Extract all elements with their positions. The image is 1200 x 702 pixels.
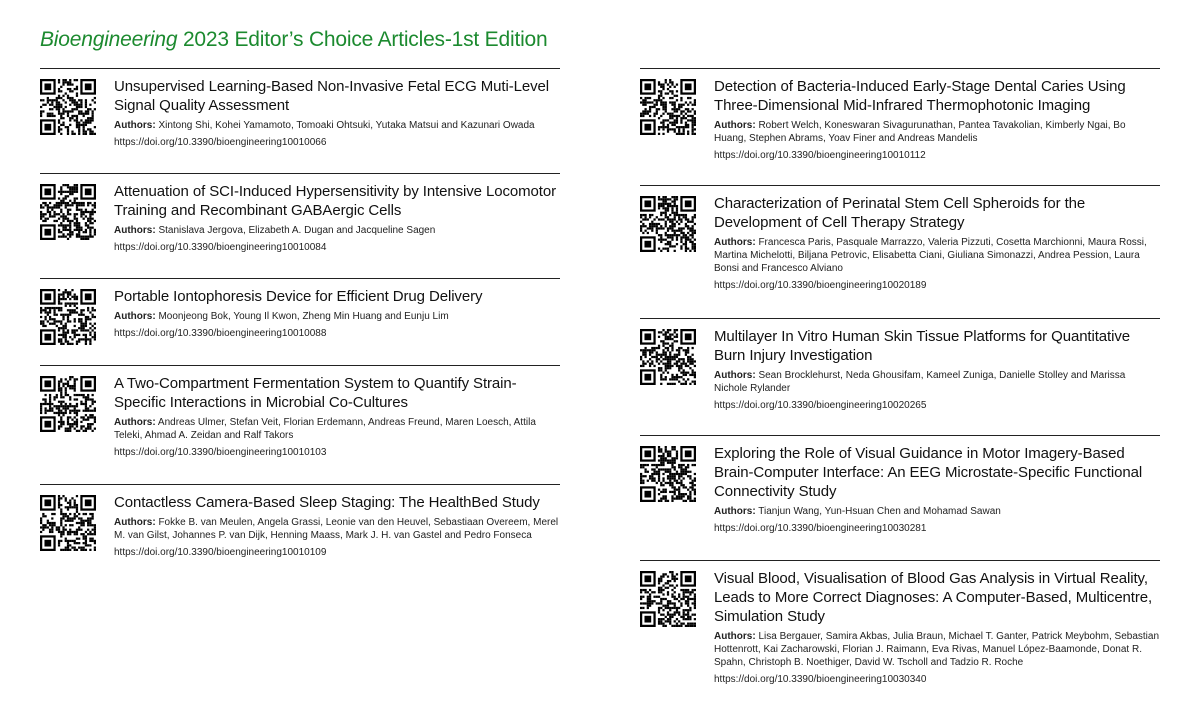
authors-label: Authors: bbox=[114, 120, 156, 131]
authors-label: Authors: bbox=[714, 506, 756, 517]
qr-code-icon[interactable] bbox=[40, 289, 96, 345]
authors-list: Robert Welch, Koneswaran Sivagurunathan, Pantea Tavakolian, Kimberly Ngai, Bo Huang, Stephen Abrams, Yoav Finer and Andreas Mandelis bbox=[714, 120, 1126, 144]
doi-link[interactable]: https://doi.org/10.3390/bioengineering10010112 bbox=[714, 150, 926, 161]
article-text bbox=[114, 182, 560, 254]
authors-label: Authors: bbox=[114, 311, 156, 322]
authors-list: Tianjun Wang, Yun-Hsuan Chen and Mohamad Sawan bbox=[758, 506, 1001, 517]
article-title[interactable]: Characterization of Perinatal Stem Cell Spheroids for the Development of Cell Therapy Strategy bbox=[714, 195, 1086, 231]
article-authors bbox=[114, 516, 560, 542]
authors-label: Authors: bbox=[714, 370, 756, 381]
article-authors bbox=[114, 416, 560, 442]
article-item bbox=[640, 435, 1160, 560]
authors-list: Lisa Bergauer, Samira Akbas, Julia Braun, Michael T. Ganter, Patrick Meybohm, Sebastian Hottenrott, Kai Zacharowski, Florian J. Raimann, Eva Rivas, Manuel López-Baamonde, Donat R. Spahn, Christoph B. Noethiger, David W. Tscholl and Tadzio R. Roche bbox=[714, 631, 1160, 668]
article-title[interactable]: Portable Iontophoresis Device for Efficient Drug Delivery bbox=[114, 288, 483, 305]
doi-link[interactable]: https://doi.org/10.3390/bioengineering10010084 bbox=[114, 242, 327, 253]
article-item bbox=[640, 68, 1160, 185]
doi-link[interactable]: https://doi.org/10.3390/bioengineering10010103 bbox=[114, 447, 327, 458]
article-text bbox=[114, 77, 560, 149]
article-text bbox=[714, 327, 1160, 412]
article-text bbox=[714, 569, 1160, 686]
qr-code-icon[interactable] bbox=[40, 495, 96, 551]
article-title[interactable]: Unsupervised Learning-Based Non-Invasive Fetal ECG Muti-Level Signal Quality Assessment bbox=[114, 78, 549, 114]
article-title[interactable]: Attenuation of SCI-Induced Hypersensitivity by Intensive Locomotor Training and Recombinant GABAergic Cells bbox=[114, 183, 556, 219]
article-item bbox=[640, 318, 1160, 435]
article-title[interactable]: Contactless Camera-Based Sleep Staging: The HealthBed Study bbox=[114, 494, 540, 511]
qr-code-icon[interactable] bbox=[640, 329, 696, 385]
authors-label: Authors: bbox=[714, 631, 756, 642]
article-item bbox=[40, 484, 560, 603]
authors-label: Authors: bbox=[714, 237, 756, 248]
article-item bbox=[40, 68, 560, 173]
qr-code-icon[interactable] bbox=[640, 446, 696, 502]
authors-list: Sean Brocklehurst, Neda Ghousifam, Kameel Zuniga, Danielle Stolley and Marissa Nichole Rylander bbox=[714, 370, 1126, 394]
qr-code-icon[interactable] bbox=[40, 376, 96, 432]
authors-list: Xintong Shi, Kohei Yamamoto, Tomoaki Ohtsuki, Yutaka Matsui and Kazunari Owada bbox=[158, 120, 535, 131]
article-title[interactable]: Multilayer In Vitro Human Skin Tissue Platforms for Quantitative Burn Injury Investigation bbox=[714, 328, 1130, 364]
article-text bbox=[714, 77, 1160, 162]
article-authors bbox=[714, 236, 1160, 275]
qr-code-icon[interactable] bbox=[640, 79, 696, 135]
article-title[interactable]: Detection of Bacteria-Induced Early-Stage Dental Caries Using Three-Dimensional Mid-Infrared Thermophotonic Imaging bbox=[714, 78, 1126, 114]
journal-name: Bioengineering bbox=[40, 28, 178, 51]
doi-link[interactable]: https://doi.org/10.3390/bioengineering10020189 bbox=[714, 280, 927, 291]
article-text bbox=[714, 444, 1160, 535]
authors-label: Authors: bbox=[114, 417, 156, 428]
article-text bbox=[114, 493, 560, 559]
authors-list: Moonjeong Bok, Young Il Kwon, Zheng Min Huang and Eunju Lim bbox=[158, 311, 449, 322]
authors-list: Andreas Ulmer, Stefan Veit, Florian Erdemann, Andreas Freund, Maren Loesch, Attila Teleki, Ahmad A. Zeidan and Ralf Takors bbox=[114, 417, 536, 441]
qr-code-icon[interactable] bbox=[640, 196, 696, 252]
article-authors bbox=[714, 119, 1160, 145]
doi-link[interactable]: https://doi.org/10.3390/bioengineering10010066 bbox=[114, 137, 327, 148]
article-item bbox=[40, 278, 560, 365]
article-authors bbox=[714, 505, 1160, 518]
doi-link[interactable]: https://doi.org/10.3390/bioengineering10020265 bbox=[714, 400, 927, 411]
page-title bbox=[40, 28, 548, 52]
article-authors bbox=[114, 119, 560, 132]
article-authors bbox=[114, 224, 560, 237]
authors-list: Fokke B. van Meulen, Angela Grassi, Leonie van den Heuvel, Sebastiaan Overeem, Merel M. van Gilst, Johannes P. van Dijk, Henning Maass, Mark J. H. van Gastel and Pedro Fonseca bbox=[114, 517, 559, 541]
authors-label: Authors: bbox=[114, 225, 156, 236]
doi-link[interactable]: https://doi.org/10.3390/bioengineering10010109 bbox=[114, 547, 327, 558]
article-title[interactable]: Exploring the Role of Visual Guidance in Motor Imagery-Based Brain-Computer Interface: An EEG Microstate-Specific Functional Connectivity Study bbox=[714, 445, 1143, 500]
authors-list: Stanislava Jergova, Elizabeth A. Dugan and Jacqueline Sagen bbox=[158, 225, 436, 236]
article-item bbox=[40, 173, 560, 278]
article-authors bbox=[714, 369, 1160, 395]
article-item bbox=[640, 185, 1160, 318]
article-text bbox=[714, 194, 1160, 292]
qr-code-icon[interactable] bbox=[40, 184, 96, 240]
title-rest: 2023 Editor’s Choice Articles-1st Edition bbox=[177, 28, 548, 51]
qr-code-icon[interactable] bbox=[40, 79, 96, 135]
authors-label: Authors: bbox=[114, 517, 156, 528]
article-title[interactable]: A Two-Compartment Fermentation System to Quantify Strain-Specific Interactions in Microbial Co-Cultures bbox=[114, 375, 517, 411]
authors-label: Authors: bbox=[714, 120, 756, 131]
article-item bbox=[40, 365, 560, 484]
doi-link[interactable]: https://doi.org/10.3390/bioengineering10030340 bbox=[714, 674, 927, 685]
article-title[interactable]: Visual Blood, Visualisation of Blood Gas Analysis in Virtual Reality, Leads to More Correct Diagnoses: A Computer-Based, Multicentre, Simulation Study bbox=[714, 570, 1153, 625]
article-authors bbox=[114, 310, 560, 323]
article-item bbox=[640, 560, 1160, 701]
doi-link[interactable]: https://doi.org/10.3390/bioengineering10010088 bbox=[114, 328, 327, 339]
article-text bbox=[114, 287, 560, 340]
authors-list: Francesca Paris, Pasquale Marrazzo, Valeria Pizzuti, Cosetta Marchionni, Maura Rossi, Martina Michelotti, Biljana Petrovic, Elisabetta Ciani, Giuliana Simonazzi, Andrea Pession, Laura Bonsi and Francesco Alviano bbox=[714, 237, 1147, 274]
doi-link[interactable]: https://doi.org/10.3390/bioengineering10030281 bbox=[714, 523, 927, 534]
article-authors bbox=[714, 630, 1160, 669]
article-text bbox=[114, 374, 560, 459]
qr-code-icon[interactable] bbox=[640, 571, 696, 627]
